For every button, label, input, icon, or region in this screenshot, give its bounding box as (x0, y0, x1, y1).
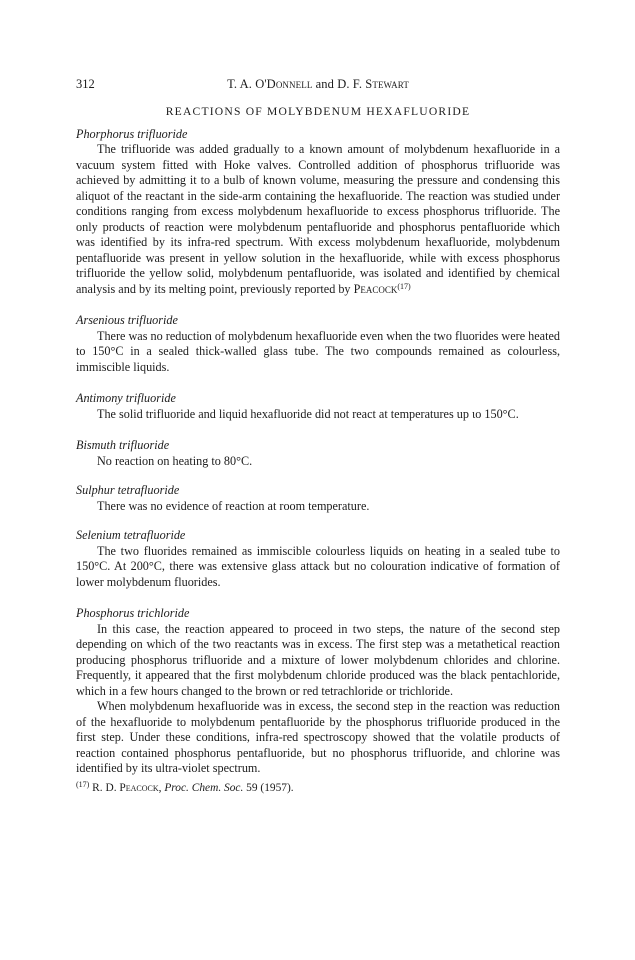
section-arsenious-trifluoride (76, 313, 560, 375)
subsection-heading: Arsenious trifluoride (76, 313, 178, 327)
subsection-heading: Sulphur tetrafluoride (76, 483, 180, 497)
paragraph-text: The trifluoride was added gradually to a known amount of molybdenum hexafluoride in a vacuum system fitted with Hoke valves. Controlled addition of phosphorus trifluoride was achieved by admitting it to a bulb of known volume, measuring the pressure and condensing this aliquot of the reactant in the side-arm containing the hexafluoride. The reaction was studied under conditions ranging from excess molybdenum hexafluoride to excess phosphorus trifluoride. The only products of reaction were molybdenum pentafluoride and phosphorus pentafluoride which was identified by its infra-red spectrum. With excess molybdenum hexafluoride, molybdenum pentafluoride was present in yellow solution in the hexafluoride, while with excess phosphorus trifluoride the yellow solid, molybdenum pentafluoride, was isolated and identified by chemical analysis and by its melting point, previously reported by (76, 142, 560, 296)
section-phosphorus-trifluoride (76, 127, 560, 298)
footnote-author: R. D. P (89, 781, 126, 794)
footnote: $^{(17)}$ R. D. Peacock, Proc. Chem. Soc. 59 (1957). (76, 779, 294, 794)
footnote-journal: Proc. Chem. Soc. (164, 781, 244, 794)
author-text: and D. F. S (312, 77, 373, 91)
author-text-smallcaps: onnell (275, 77, 313, 91)
paragraph: The two fluorides remained as immiscible colourless liquids on heating in a sealed tube to 150°C. At 200°C, there was extensive glass attack but no colouration indicative of formation of lower molybdenum fluorides. (76, 543, 560, 589)
paragraph: There was no evidence of reaction at room temperature. (97, 498, 370, 513)
subsection-heading: Phorphorus trifluoride (76, 126, 188, 141)
paragraph: No reaction on heating to 80°C. (97, 453, 253, 468)
section-antimony-trifluoride (76, 391, 560, 422)
section-title: REACTIONS OF MOLYBDENUM HEXAFLUORIDE (165, 105, 471, 118)
section-phosphorus-trichloride (76, 606, 560, 777)
footnote-author-smallcaps: eacock (125, 781, 159, 794)
paragraph: The solid trifluoride and liquid hexafluoride did not react at temperatures up ιo 150°C. (97, 406, 519, 421)
author-line (76, 77, 560, 92)
section-sulphur-tetrafluoride (76, 483, 560, 514)
citation-author: Peacock (353, 281, 398, 296)
paragraph: There was no reduction of molybdenum hexafluoride even when the two fluorides were heated to 150°C in a sealed thick-walled glass tube. The two compounds remained as colourless, immiscible liquids. (76, 328, 560, 374)
article-body (76, 104, 560, 796)
section-bismuth-trifluoride (76, 438, 560, 469)
paragraph (76, 142, 560, 297)
subsection-heading: Selenium tetrafluoride (76, 528, 186, 542)
subsection-heading: Phosphorus trichloride (76, 606, 190, 620)
footnote-marker: (17) (76, 779, 90, 789)
section-selenium-tetrafluoride (76, 528, 560, 590)
footnote-citation: 59 (1957). (243, 781, 294, 794)
page-number: 312 (76, 77, 95, 91)
subsection-heading: Bismuth trifluoride (76, 438, 170, 452)
paragraph: In this case, the reaction appeared to proceed in two steps, the nature of the second step depending on which of the two reactants was in excess. The first step was a metathetical reaction producing phosphorus trifluoride and a mixture of lower molybdenum chlorides and chlorine. Frequently, it appeared that the first molybdenum chloride produced was the black pentachloride, which in a few hours changed to the brown or red tetrachloride or trichloride. (76, 621, 560, 698)
paragraph: When molybdenum hexafluoride was in excess, the second step in the reaction was reduction of the hexafluoride to molybdenum pentafluoride by the phosphorus trifluoride produced in the first step. Under these conditions, infra-red spectroscopy showed that the volatile products of reaction contained phosphorus pentafluoride, but no phosphorus trifluoride, and chlorine was identified by its ultra-violet spectrum. (76, 699, 560, 775)
subsection-heading: Antimony trifluoride (76, 391, 176, 405)
author-text-smallcaps: tewart (372, 77, 409, 91)
reference-marker: (17) (397, 281, 411, 291)
author-text: T. A. O'D (227, 77, 276, 91)
